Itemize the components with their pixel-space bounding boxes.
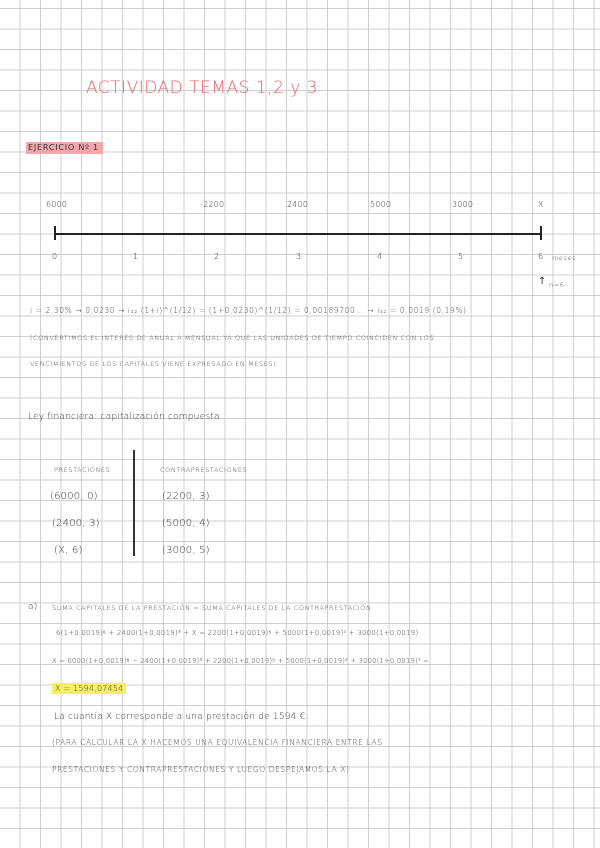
table-divider <box>133 450 135 556</box>
timeline-amount: -2200 <box>200 200 225 209</box>
timeline-period: 1 <box>133 252 139 261</box>
part-a-letter: a) <box>28 602 38 612</box>
contraprestacion-item: (2200, 3) <box>162 491 210 502</box>
contraprestacion-item: (5000, 4) <box>162 518 210 529</box>
conclusion-text: La cuantía X corresponde a una prestación de 1594 €. <box>54 712 309 722</box>
equation-line: 6(1+0,0019)⁶ + 2400(1+0,0019)³ + X = 2200(1+0,0019)⁵ + 5000(1+0,0019)² + 3000(1+0,0019) <box>56 629 419 637</box>
prestaciones-header: PRESTACIONES <box>54 466 111 474</box>
part-a-heading: SUMA CAPITALES DE LA PRESTACIÓN = SUMA CAPITALES DE LA CONTRAPRESTACIÓN <box>52 604 372 612</box>
result-wrapper <box>52 684 126 693</box>
prestacion-item: (6000, 0) <box>50 491 98 502</box>
prestacion-item: (X, 6) <box>54 545 83 556</box>
timeline-tick <box>54 226 56 240</box>
arrow-up-icon: ↑ <box>538 276 547 287</box>
conversion-note: (CONVERTIMOS EL INTERÉS DE ANUAL A MENSUAL YA QUE LAS UNIDADES DE TIEMPO COINCIDEN CON LOS <box>30 334 435 342</box>
rate-conversion: i = 2,30% → 0,0230 → i₁₂ (1+i)^(1/12) = (1+0,0230)^(1/12) = 0,00189700... → i₁₂ = 0,0019 (0,19%) <box>30 306 467 315</box>
timeline-amount: 2400 <box>287 200 309 209</box>
timeline-axis <box>54 233 541 235</box>
timeline-amount: 5000 <box>370 200 392 209</box>
result-highlight: X = 1594,07454 <box>52 683 126 694</box>
timeline-period: 6 <box>538 252 544 261</box>
timeline-tick <box>540 226 542 240</box>
explanation-text: (PARA CALCULAR LA X HACEMOS UNA EQUIVALENCIA FINANCIERA ENTRE LAS <box>52 738 383 747</box>
explanation-text: PRESTACIONES Y CONTRAPRESTACIONES Y LUEGO DESPEJAMOS LA X) <box>52 765 350 774</box>
prestacion-item: (2400, 3) <box>52 518 100 529</box>
timeline-period: 0 <box>52 252 58 261</box>
page-title: ACTIVIDAD TEMAS 1,2 y 3 <box>86 78 318 98</box>
timeline-amount: X <box>538 200 544 209</box>
timeline-unit: meses <box>552 254 577 262</box>
timeline-period: 4 <box>377 252 383 261</box>
timeline-amount: 6000 <box>46 200 68 209</box>
exercise-label: EJERCICIO Nº 1 <box>26 142 103 154</box>
financial-law: Ley financiera: capitalización compuesta <box>28 412 220 422</box>
timeline-amount: 3000 <box>452 200 474 209</box>
equation-line: X = 6000(1+0,0019)⁶ − 2400(1+0,0019)³ + 2200(1+0,0019)⁵ + 5000(1+0,0019)² + 3000(1+0,0019)¹ = <box>52 657 429 665</box>
contraprestaciones-header: CONTRAPRESTACIONES <box>160 466 248 474</box>
contraprestacion-item: (3000, 5) <box>162 545 210 556</box>
timeline-period: 3 <box>296 252 302 261</box>
timeline-period: 2 <box>214 252 220 261</box>
timeline-n-label: n=6 <box>549 281 565 289</box>
timeline-period: 5 <box>458 252 464 261</box>
conversion-note: VENCIMIENTOS DE LOS CAPITALES VIENE EXPRESADO EN MESES) <box>30 360 277 368</box>
